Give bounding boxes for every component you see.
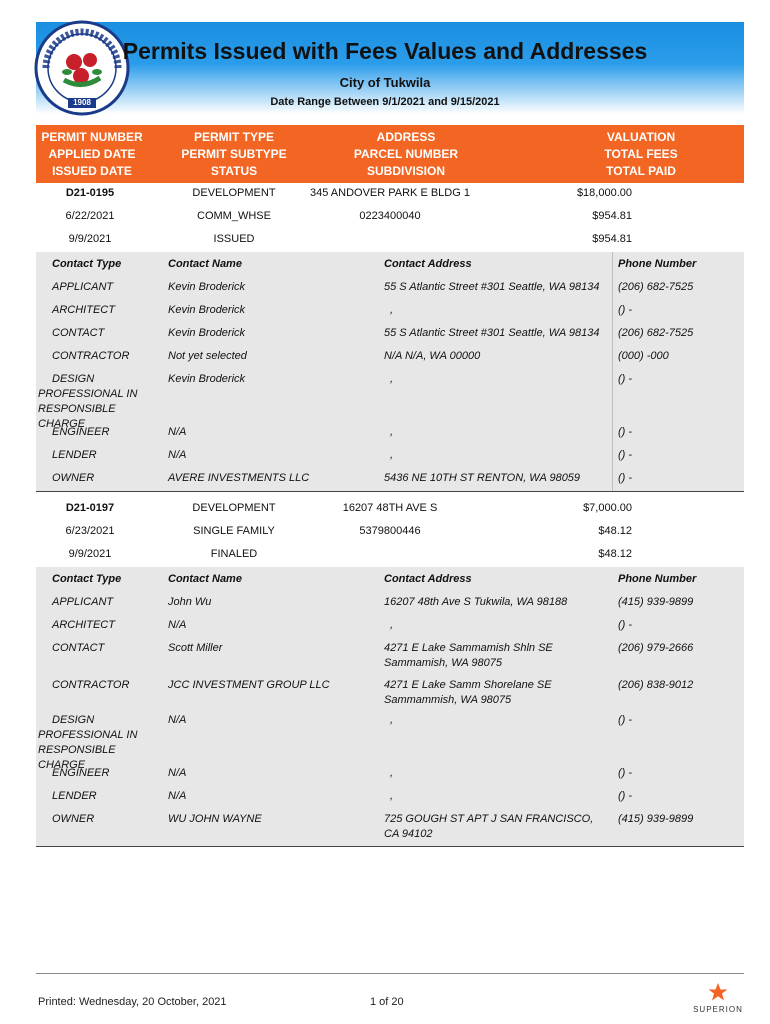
contacts-panel bbox=[36, 252, 744, 492]
header-status: STATUS bbox=[210, 164, 258, 178]
contact-type: CONTACT bbox=[52, 642, 105, 654]
column-header-address bbox=[326, 129, 486, 180]
superion-logo bbox=[690, 982, 746, 1018]
total-paid: $954.81 bbox=[592, 233, 632, 245]
contact-address: 4271 E Lake Samm Shorelane SE Sammammish, WA 98075 bbox=[384, 679, 552, 706]
permit-address: 345 ANDOVER PARK E BLDG 1 bbox=[310, 187, 470, 199]
header-applied-date: APPLIED DATE bbox=[48, 147, 136, 161]
header-permit-subtype: PERMIT SUBTYPE bbox=[181, 147, 287, 161]
contact-address: , bbox=[390, 449, 394, 461]
header-issued-date: ISSUED DATE bbox=[52, 164, 132, 178]
total-fees: $48.12 bbox=[598, 525, 632, 537]
contact-type: CONTRACTOR bbox=[52, 350, 130, 362]
contact-address: N/A N/A, WA 00000 bbox=[384, 350, 481, 362]
contact-type: ENGINEER bbox=[52, 426, 110, 438]
contact-type: OWNER bbox=[52, 813, 95, 825]
contact-address: 16207 48th Ave S Tukwila, WA 98188 bbox=[384, 596, 568, 608]
brand-name: SUPERION bbox=[693, 1005, 743, 1014]
applied-date: 6/22/2021 bbox=[65, 210, 115, 222]
contact-phone: (415) 939-9899 bbox=[618, 813, 694, 825]
contact-address: , bbox=[390, 304, 394, 316]
contact-address: 5436 NE 10TH ST RENTON, WA 98059 bbox=[384, 472, 581, 484]
contact-address: , bbox=[390, 619, 394, 631]
phone-number-header: Phone Number bbox=[618, 573, 697, 585]
contact-phone: (206) 838-9012 bbox=[618, 679, 694, 691]
contact-phone: () - bbox=[618, 449, 633, 461]
permit-subtype: COMM_WHSE bbox=[197, 210, 271, 222]
contact-name: Kevin Broderick bbox=[168, 327, 246, 339]
contact-address: , bbox=[390, 426, 394, 438]
city-name: City of Tukwila bbox=[339, 75, 431, 90]
contact-phone: (000) -000 bbox=[618, 350, 669, 362]
contact-type: ARCHITECT bbox=[52, 619, 115, 631]
contact-address: 55 S Atlantic Street #301 Seattle, WA 98134 bbox=[384, 327, 600, 339]
contact-name-header: Contact Name bbox=[168, 258, 242, 270]
contact-type: DESIGN PROFESSIONAL IN RESPONSIBLE CHARGE bbox=[38, 714, 138, 771]
header-parcel-number: PARCEL NUMBER bbox=[353, 147, 459, 161]
column-header-valuation bbox=[566, 129, 716, 180]
footer-divider bbox=[36, 973, 744, 974]
contact-phone: () - bbox=[618, 714, 633, 726]
contact-address-header: Contact Address bbox=[384, 258, 472, 270]
column-header-permit bbox=[40, 129, 144, 180]
printed-date: Printed: Wednesday, 20 October, 2021 bbox=[38, 996, 227, 1008]
contact-name: AVERE INVESTMENTS LLC bbox=[168, 472, 310, 484]
permit-number[interactable]: D21-0195 bbox=[65, 187, 115, 199]
applied-date: 6/23/2021 bbox=[65, 525, 115, 537]
contact-type: DESIGN PROFESSIONAL IN RESPONSIBLE CHARGE bbox=[38, 373, 138, 430]
contact-name: Kevin Broderick bbox=[168, 281, 246, 293]
contact-type: OWNER bbox=[52, 472, 95, 484]
contact-address: 725 GOUGH ST APT J SAN FRANCISCO, CA 94102 bbox=[384, 813, 594, 840]
permit-status: FINALED bbox=[210, 548, 258, 560]
header-valuation: VALUATION bbox=[606, 130, 676, 144]
header-permit-number: PERMIT NUMBER bbox=[41, 130, 143, 144]
permit-address: 16207 48TH AVE S bbox=[342, 502, 438, 514]
contact-address: , bbox=[390, 790, 394, 802]
contact-phone: () - bbox=[618, 472, 633, 484]
column-divider bbox=[612, 252, 613, 491]
contact-type: CONTACT bbox=[52, 327, 105, 339]
contact-phone: (206) 682-7525 bbox=[618, 281, 694, 293]
contact-type: CONTRACTOR bbox=[52, 679, 130, 691]
contact-name: N/A bbox=[168, 790, 187, 802]
permit-number[interactable]: D21-0197 bbox=[65, 502, 115, 514]
column-header-type bbox=[164, 129, 304, 180]
contact-address: , bbox=[390, 373, 394, 385]
contact-address: 55 S Atlantic Street #301 Seattle, WA 98134 bbox=[384, 281, 600, 293]
parcel-number: 0223400040 bbox=[359, 210, 421, 222]
permit-status: ISSUED bbox=[213, 233, 255, 245]
page-number: 1 of 20 bbox=[370, 996, 404, 1008]
contact-name: Not yet selected bbox=[168, 350, 247, 362]
contact-address: , bbox=[390, 767, 394, 779]
contact-name: WU JOHN WAYNE bbox=[168, 813, 262, 825]
header-total-fees: TOTAL FEES bbox=[604, 147, 678, 161]
contact-type: LENDER bbox=[52, 790, 97, 802]
contact-phone: (206) 682-7525 bbox=[618, 327, 694, 339]
contact-type-header: Contact Type bbox=[52, 573, 122, 585]
total-fees: $954.81 bbox=[592, 210, 632, 222]
valuation: $18,000.00 bbox=[576, 187, 632, 199]
header-permit-type: PERMIT TYPE bbox=[193, 130, 274, 144]
contact-name: John Wu bbox=[168, 596, 212, 608]
contact-type: ARCHITECT bbox=[52, 304, 115, 316]
column-header-row bbox=[36, 125, 744, 183]
issued-date: 9/9/2021 bbox=[68, 548, 112, 560]
contact-type: ENGINEER bbox=[52, 767, 110, 779]
contact-type: LENDER bbox=[52, 449, 97, 461]
contact-type: APPLICANT bbox=[52, 281, 114, 293]
header-total-paid: TOTAL PAID bbox=[606, 164, 676, 178]
permit-subtype: SINGLE FAMILY bbox=[193, 525, 275, 537]
contact-name: N/A bbox=[168, 426, 187, 438]
contact-address: , bbox=[390, 714, 394, 726]
contact-phone: () - bbox=[618, 373, 633, 385]
contact-phone: () - bbox=[618, 619, 633, 631]
contact-phone: (415) 939-9899 bbox=[618, 596, 694, 608]
contact-name: N/A bbox=[168, 619, 187, 631]
contact-name: JCC INVESTMENT GROUP LLC bbox=[168, 679, 330, 691]
contacts-panel bbox=[36, 567, 744, 847]
permit-type: DEVELOPMENT bbox=[192, 187, 276, 199]
contact-name: Kevin Broderick bbox=[168, 304, 246, 316]
contact-type-header: Contact Type bbox=[52, 258, 122, 270]
contact-name: N/A bbox=[168, 449, 187, 461]
contact-name: N/A bbox=[168, 714, 187, 726]
date-range: Date Range Between 9/1/2021 and 9/15/2021 bbox=[270, 96, 500, 108]
phone-number-header: Phone Number bbox=[618, 258, 697, 270]
permit-type: DEVELOPMENT bbox=[192, 502, 276, 514]
contact-name: Kevin Broderick bbox=[168, 373, 246, 385]
parcel-number: 5379800446 bbox=[359, 525, 421, 537]
header-subdivision: SUBDIVISION bbox=[366, 164, 445, 178]
contact-address: 4271 E Lake Sammamish Shln SE Sammamish, WA 98075 bbox=[384, 642, 553, 669]
header-address: ADDRESS bbox=[376, 130, 436, 144]
contact-phone: (206) 979-2666 bbox=[618, 642, 694, 654]
valuation: $7,000.00 bbox=[583, 502, 632, 514]
contact-phone: () - bbox=[618, 790, 633, 802]
contact-address-header: Contact Address bbox=[384, 573, 472, 585]
seal-year: 1908 bbox=[73, 98, 91, 107]
report-title: Permits Issued with Fees Values and Addresses bbox=[122, 38, 648, 64]
contact-name-header: Contact Name bbox=[168, 573, 242, 585]
contact-phone: () - bbox=[618, 767, 633, 779]
star-icon bbox=[707, 982, 729, 1002]
contact-name: Scott Miller bbox=[168, 642, 223, 654]
contact-phone: () - bbox=[618, 304, 633, 316]
contact-type: APPLICANT bbox=[52, 596, 114, 608]
total-paid: $48.12 bbox=[598, 548, 632, 560]
issued-date: 9/9/2021 bbox=[68, 233, 112, 245]
contact-phone: () - bbox=[618, 426, 633, 438]
contact-name: N/A bbox=[168, 767, 187, 779]
